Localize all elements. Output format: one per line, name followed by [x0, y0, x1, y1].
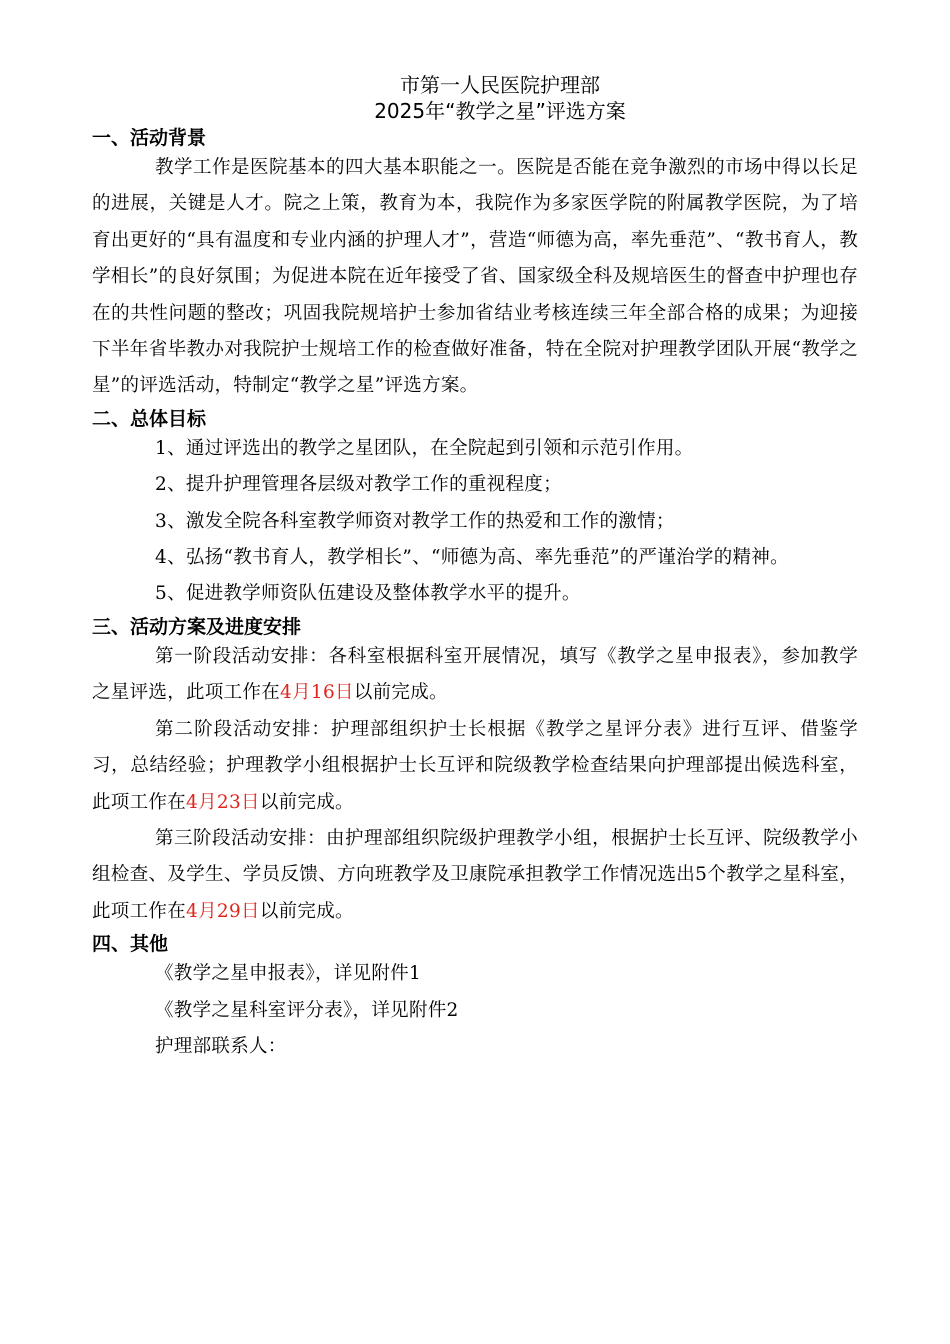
attachment-1-note: 《教学之星申报表》，详见附件1 — [155, 963, 422, 985]
attachment-2-note: 《教学之星科室评分表》，详见附件2 — [155, 999, 459, 1021]
section-schedule — [92, 615, 858, 930]
phase-3-text: 第三阶段活动安排：由护理部组织院级护理教学小组，根据护士长互评、院级教学小组检查、及学生、学员反馈、方向班教学及卫康院承担教学工作情况选出5个教学之星科室，此项工作在 — [92, 827, 858, 922]
phase-2-paragraph — [92, 712, 858, 821]
document-page — [92, 72, 858, 1065]
goal-item-4: 4、弘扬“教书育人，教学相长”、“师德为高、率先垂范”的严谨治学的精神。 — [155, 547, 789, 569]
phase-2-text: 第二阶段活动安排：护理部组织护士长根据《教学之星评分表》进行互评、借鉴学习，总结经验；护理教学小组根据护士长互评和院级教学检查结果向护理部提出候选科室，此项工作在 — [92, 718, 858, 813]
background-paragraph: 教学工作是医院基本的四大基本职能之一。医院是否能在竞争激烈的市场中得以长足的进展，关键是人才。院之上策，教育为本，我院作为多家医学院的附属教学医院，为了培育出更好的“具有温度和专业内涵的护理人才”，营造“师德为高，率先垂范”、“教书育人，教学相长”的良好氛围；为促进本院在近年接受了省、国家级全科及规培医生的督查中护理也存在的共性问题的整改；巩固我院规培护士参加省结业考核连续三年全部合格的成果；为迎接下半年省毕教办对我院护士规培工作的检查做好准备，特在全院对护理教学团队开展“教学之星”的评选活动，特制定“教学之星”评选方案。 — [92, 157, 858, 397]
goal-item-2: 2、提升护理管理各层级对教学工作的重视程度； — [155, 474, 562, 496]
section-background — [92, 126, 858, 405]
phase-2-suffix: 以前完成。 — [259, 791, 354, 813]
phase-1-text: 第一阶段活动安排：各科室根据科室开展情况，填写《教学之星申报表》，参加教学之星评选，此项工作在 — [92, 645, 858, 704]
section-goals — [92, 407, 858, 613]
goal-item-3: 3、激发全院各科室教学师资对教学工作的热爱和工作的激情； — [155, 510, 675, 532]
phase-1-suffix: 以前完成。 — [353, 682, 448, 704]
phase-3-paragraph — [92, 821, 858, 930]
section-other — [92, 932, 858, 1065]
section-heading-goals: 二、总体目标 — [92, 407, 207, 430]
goal-item-5: 5、促进教学师资队伍建设及整体教学水平的提升。 — [155, 583, 581, 605]
phase-3-suffix: 以前完成。 — [259, 900, 354, 922]
goal-item-1: 1、通过评选出的教学之星团队，在全院起到引领和示范引作用。 — [155, 437, 694, 459]
section-heading-background: 一、活动背景 — [92, 127, 207, 149]
document-title-line-1: 市第一人民医院护理部 — [400, 73, 600, 97]
phase-3-deadline: 4月29日 — [186, 900, 260, 922]
document-title-line-2: 2025年“教学之星”评选方案 — [374, 99, 626, 123]
phase-1-paragraph — [92, 639, 858, 712]
contact-person-label: 护理部联系人： — [155, 1035, 287, 1057]
section-heading-other: 四、其他 — [92, 933, 169, 956]
phase-1-deadline: 4月16日 — [280, 682, 354, 704]
section-heading-schedule: 三、活动方案及进度安排 — [92, 615, 302, 638]
phase-2-deadline: 4月23日 — [186, 791, 260, 813]
